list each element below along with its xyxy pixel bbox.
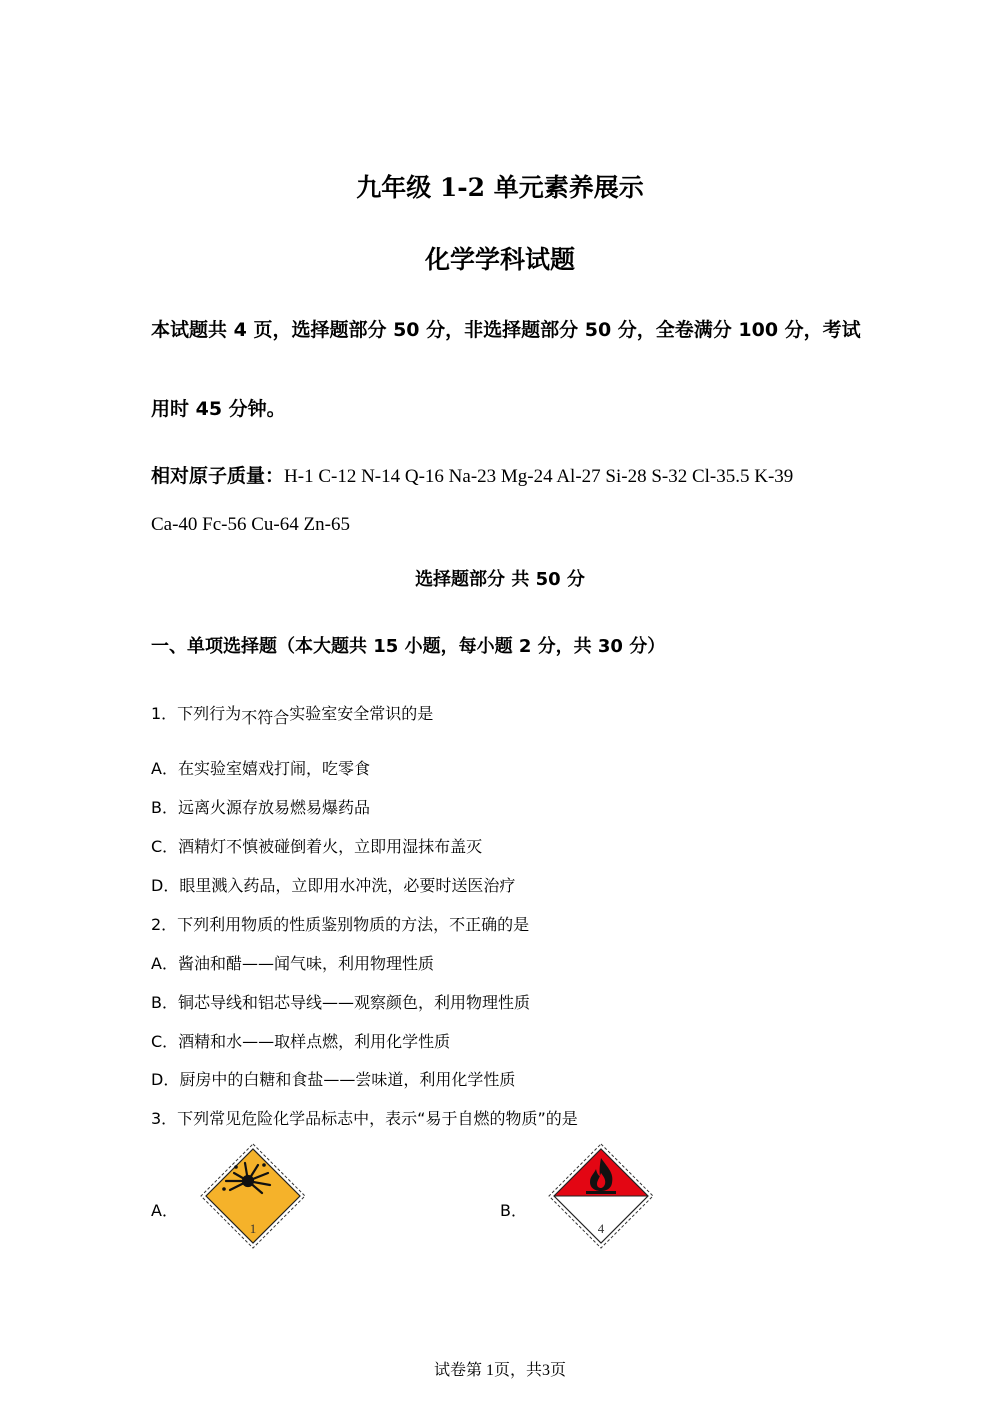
flammable-hazard-sign (548, 1143, 654, 1249)
atomic-mass-line-1 (151, 461, 793, 488)
page-footer: 试卷第 1页，共3页 (433, 1362, 566, 1379)
question-2-option-b: B．铜芯导线和铝芯导线——观察颜色，利用物理性质 (151, 993, 530, 1012)
part-title: 一、单项选择题（本大题共 15 小题，每小题 2 分，共 30 分） (151, 636, 666, 657)
question-1-option-b: B．远离火源存放易燃易爆药品 (151, 798, 370, 817)
question-2-stem: 2．下列利用物质的性质鉴别物质的方法，不正确的是 (151, 915, 530, 934)
question-2-option-d: D．厨房中的白糖和食盐——尝味道，利用化学性质 (151, 1070, 516, 1089)
question-1-option-c: C．酒精灯不慎被碰倒着火，立即用湿抹布盖灭 (151, 837, 483, 856)
page-title: 九年级 1-2 单元素养展示 (356, 173, 644, 202)
question-2-option-a: A．酱油和醋——闻气味，利用物理性质 (151, 954, 434, 973)
question-1-option-a: A．在实验室嬉戏打闹，吃零食 (151, 759, 370, 778)
question-1-emphasis: 不符合 (241, 708, 290, 727)
section-title: 选择题部分 共 50 分 (415, 569, 585, 590)
atomic-mass-values-1: H-1 C-12 N-14 Q-16 Na-23 Mg-24 Al-27 Si-28 S-32 Cl-35.5 K-39 (284, 466, 794, 487)
question-1-stem-after: 实验室安全常识的是 (289, 704, 434, 723)
question-2-option-c: C．酒精和水——取样点燃，利用化学性质 (151, 1032, 451, 1051)
question-3-stem: 3．下列常见危险化学品标志中，表示“易于自燃的物质”的是 (151, 1109, 578, 1128)
question-1-option-d: D．眼里溅入药品，立即用水冲洗，必要时送医治疗 (151, 876, 516, 895)
page-subtitle: 化学学科试题 (424, 245, 575, 274)
explosive-hazard-sign (200, 1143, 306, 1249)
exam-intro-line-2: 用时 45 分钟。 (151, 398, 286, 420)
exam-intro-line-1: 本试题共 4 页，选择题部分 50 分，非选择题部分 50 分，全卷满分 100 分，考试 (151, 319, 861, 341)
explosive-sign-number: 1 (249, 1221, 257, 1236)
question-3-option-b-label: B． (500, 1201, 527, 1220)
question-1-stem-before: 1．下列行为 (151, 704, 242, 723)
flammable-sign-number: 4 (597, 1221, 605, 1236)
atomic-mass-line-2: Ca-40 Fc-56 Cu-64 Zn-65 (151, 514, 350, 535)
atomic-mass-label: 相对原子质量： (151, 465, 285, 487)
question-1-stem (151, 701, 434, 727)
question-3-option-a-label: A． (151, 1201, 178, 1220)
